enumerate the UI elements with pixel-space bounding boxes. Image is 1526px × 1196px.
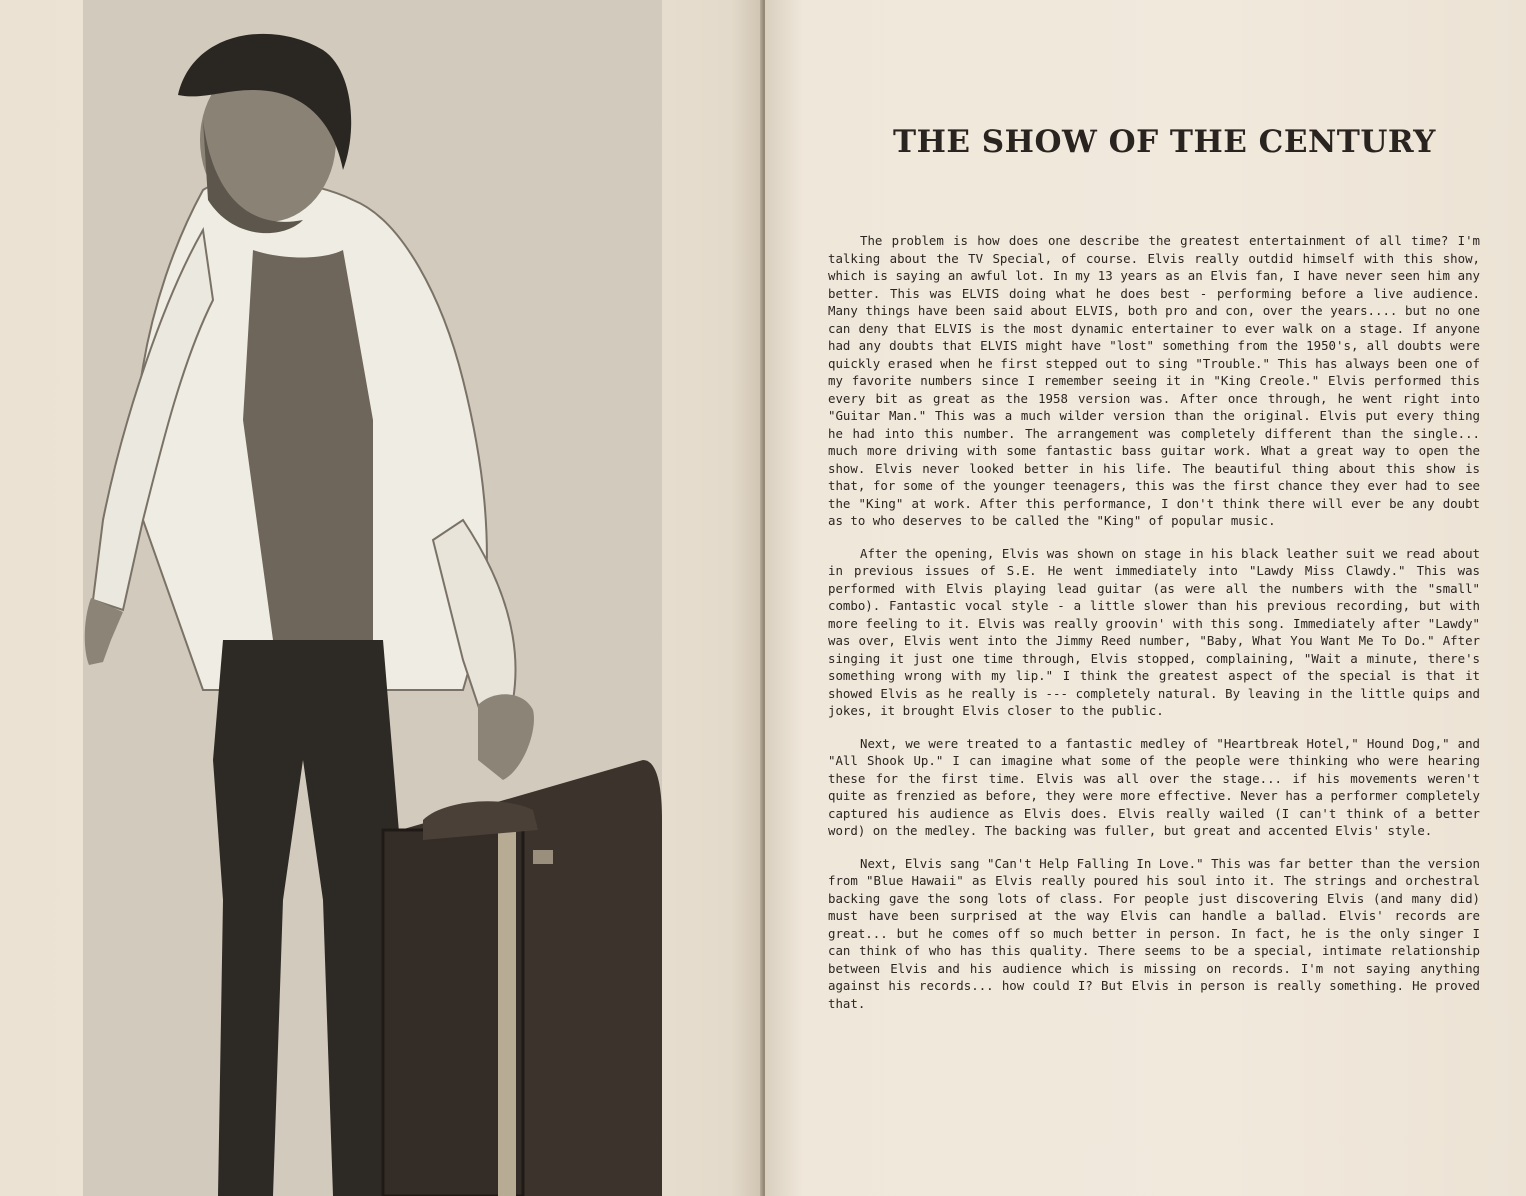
- article-body: [828, 232, 1480, 1027]
- photo-elvis-with-guitar-case: [83, 0, 662, 1196]
- page-title: THE SHOW OF THE CENTURY: [893, 124, 1436, 160]
- photo-illustration: [83, 0, 662, 1196]
- article-paragraph: Next, Elvis sang "Can't Help Falling In Love." This was far better than the version from "Blue Hawaii" as Elvis really poured his soul into it. The strings and orchestral backing gave the song lots of class. For people just discovering Elvis (and many did) must have been surprised at the way Elvis can handle a ballad. Elvis' records are great... but he comes off so much better in person. In fact, he is the only singer I can think of who has this quality. There seems to be a special, intimate relationship between Elvis and his audience which is missing on records. I'm not saying anything against his records... how could I? But Elvis in person is really something. He proved that.: [828, 855, 1480, 1011]
- article-paragraph: Next, we were treated to a fantastic medley of "Heartbreak Hotel," Hound Dog," and "All Shook Up." I can imagine what some of the people were thinking who were hearing these for the first time. Elvis was all over the stage... if his movements weren't quite as frenzied as before, they were more effective. Never has a performer completely captured his audience as Elvis does. Elvis really wailed (I can't think of a better word) on the medley. The backing was fuller, but great and accented Elvis' style.: [828, 735, 1480, 838]
- left-page: [0, 0, 762, 1196]
- article-paragraph: After the opening, Elvis was shown on stage in his black leather suit we read about in previous issues of S.E. He went immediately into "Lawdy Miss Clawdy." This was performed with Elvis playing lead guitar (as were all the numbers with the "small" combo). Fantastic vocal style - a little slower than his previous recording, but with more feeling to it. Elvis was really groovin' with this song. Immediately after "Lawdy" was over, Elvis went into the Jimmy Reed number, "Baby, What You Want Me To Do." After singing it just one time through, Elvis stopped, complaining, "Wait a minute, there's something wrong with my lip." I think the greatest aspect of the special is that it showed Elvis as he really is --- completely natural. By leaving in the little quips and jokes, it brought Elvis closer to the public.: [828, 545, 1480, 718]
- article-paragraph: The problem is how does one describe the greatest entertainment of all time? I'm talking about the TV Special, of course. Elvis really outdid himself with this show, which is saying an awful lot. In my 13 years as an Elvis fan, I have never seen him any better. This was ELVIS doing what he does best - performing before a live audience. Many things have been said about ELVIS, both pro and con, over the years.... but no one can deny that ELVIS is the most dynamic entertainer to ever walk on a stage. If anyone had any doubts that ELVIS might have "lost" something from the 1950's, all doubts were quickly erased when he first stepped out to sing "Trouble." This has always been one of my favorite numbers since I remember seeing it in "King Creole." Elvis performed this every bit as great as the 1958 version was. After once through, he went right into "Guitar Man." This was a much wilder version than the original. Elvis put every thing he had into this number. The arrangement was completely different than the single... much more driving with some fantastic bass guitar work. What a great way to open the show. Elvis never looked better in his life. The beautiful thing about this show is that, for some of the younger teenagers, this was the first chance they ever had to see the "King" at work. After this performance, I don't think there will ever be any doubt as to who deserves to be called the "King" of popular music.: [828, 233, 1480, 528]
